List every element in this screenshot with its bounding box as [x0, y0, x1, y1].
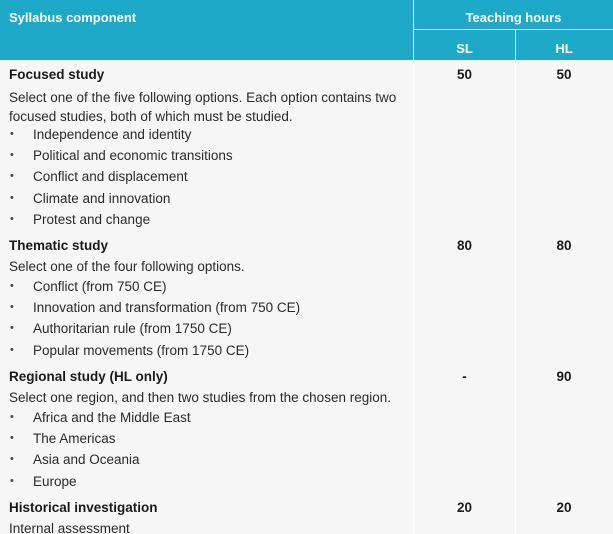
list-item: • Independence and identity [0, 124, 233, 145]
sl-hours: - [462, 369, 467, 384]
bullet-icon: • [10, 191, 14, 204]
description-line: Select one of the four following options. [9, 259, 245, 274]
bullet-icon: • [10, 343, 14, 356]
bullet-icon: • [10, 301, 14, 314]
section-description [9, 88, 409, 126]
list-item: • Asia and Oceania [0, 449, 191, 470]
column-divider [515, 60, 516, 534]
bullet-icon: • [10, 128, 14, 140]
table-row-regional-study [0, 362, 613, 494]
section-description [9, 388, 409, 407]
hl-hours: 20 [556, 500, 572, 515]
option-list [0, 276, 300, 361]
section-title: Historical investigation [9, 500, 158, 515]
list-item: • Europe [0, 471, 191, 492]
bullet-icon: • [10, 411, 14, 423]
list-item: • Conflict and displacement [0, 166, 233, 187]
header-syllabus-component: Syllabus component [9, 10, 137, 25]
section-title: Focused study [9, 67, 105, 82]
list-item: • Authoritarian rule (from 1750 CE) [0, 318, 300, 339]
section-description [9, 257, 409, 276]
header-divider [414, 29, 613, 30]
sl-hours: 80 [456, 238, 473, 253]
section-title: Thematic study [9, 238, 109, 253]
option-list [0, 407, 191, 492]
column-divider [413, 60, 414, 534]
section-title: Regional study (HL only) [9, 369, 168, 384]
list-item: • Innovation and transformation (from 750 CE) [0, 297, 300, 318]
option-list [0, 124, 233, 230]
description-line: Select one of the five following options. Each option contains two [9, 90, 397, 105]
list-item: • Conflict (from 750 CE) [0, 276, 300, 297]
header-hl: HL [555, 41, 573, 56]
hl-hours: 80 [556, 238, 572, 253]
bullet-icon: • [10, 453, 14, 466]
hl-hours: 50 [556, 67, 572, 82]
bullet-icon: • [10, 149, 14, 162]
list-item: • Political and economic transitions [0, 145, 233, 166]
list-item: • Popular movements (from 1750 CE) [0, 340, 300, 361]
header-teaching-hours: Teaching hours [465, 10, 562, 25]
bullet-icon: • [10, 322, 14, 335]
section-description [9, 519, 409, 534]
table-row-historical-investigation [0, 493, 613, 534]
table-header [0, 0, 613, 60]
list-item: • Climate and innovation [0, 188, 233, 209]
list-item: • Africa and the Middle East [0, 407, 191, 428]
hl-hours: 90 [556, 369, 572, 384]
bullet-icon: • [10, 170, 14, 183]
description-line: focused studies, both of which must be studied. [9, 109, 293, 124]
table-row-thematic-study [0, 231, 613, 363]
bullet-icon: • [10, 432, 14, 445]
sl-hours: 50 [456, 67, 473, 82]
header-sl: SL [456, 41, 473, 56]
bullet-icon: • [10, 280, 14, 292]
list-item: • The Americas [0, 428, 191, 449]
bullet-icon: • [10, 212, 14, 225]
description-line: Internal assessment [9, 521, 130, 534]
list-item: • Protest and change [0, 209, 233, 230]
description-line: Select one region, and then two studies from the chosen region. [9, 390, 391, 405]
table-row-focused-study [0, 60, 613, 232]
sl-hours: 20 [456, 500, 473, 515]
bullet-icon: • [10, 474, 14, 487]
